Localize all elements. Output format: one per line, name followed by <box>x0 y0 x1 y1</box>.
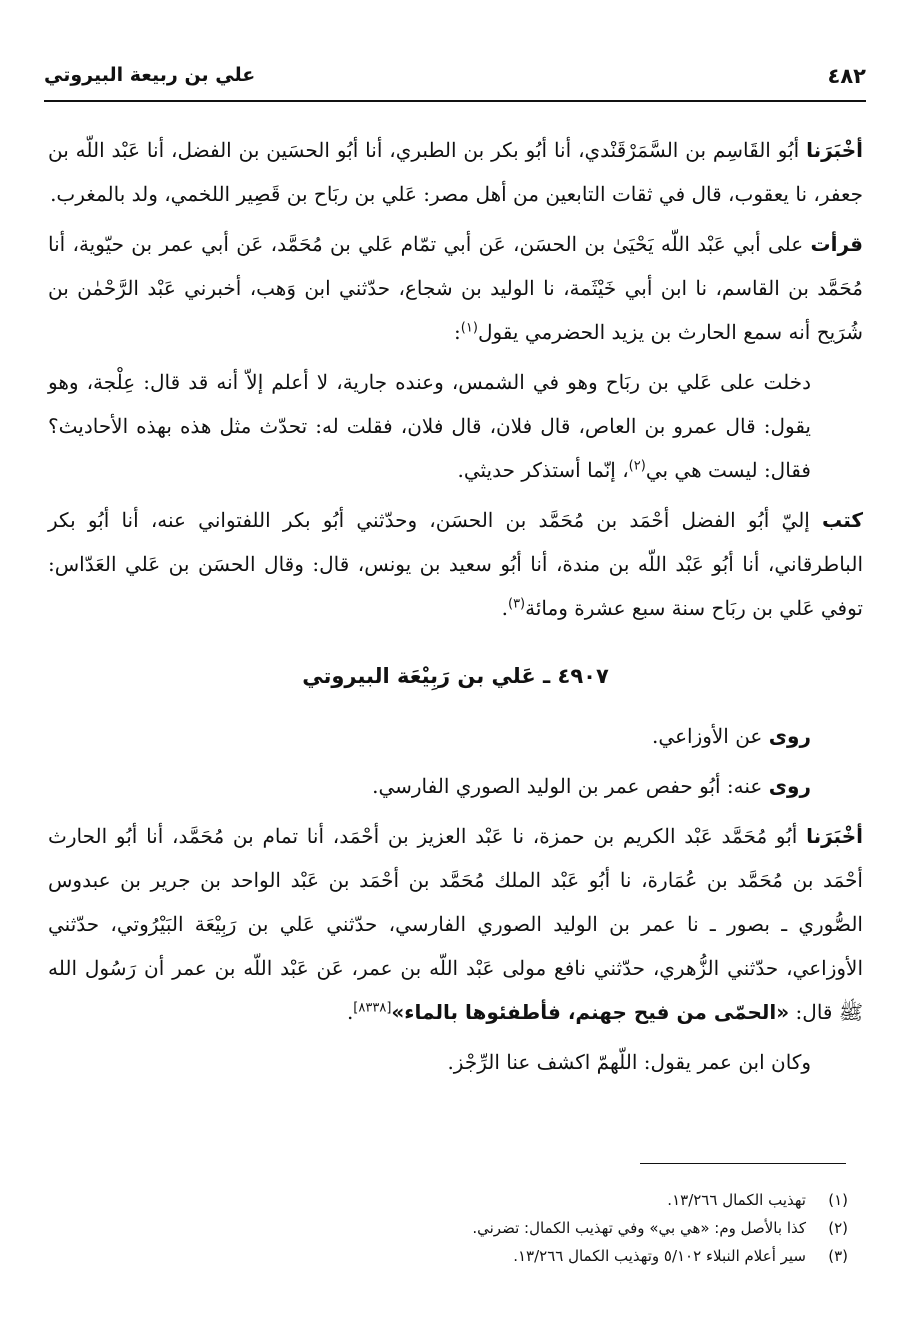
paragraph-3 <box>48 360 863 492</box>
paragraph-tail: . <box>501 596 508 620</box>
hadith-reference: [٨٣٣٨] <box>353 1000 392 1016</box>
paragraph-text: وكان ابن عمر يقول: اللّهمّ اكشف عنا الرِّجْز. <box>447 1050 811 1074</box>
page-number: ٤٨٢ <box>827 64 866 88</box>
paragraph-lead: قرأت <box>810 232 863 256</box>
footnote <box>60 1214 848 1242</box>
header-rule <box>44 100 866 102</box>
paragraph-text: عنه: أبُو حفص عمر بن الوليد الصوري الفارسي. <box>372 774 769 798</box>
footnote-number: (٢) <box>828 1219 848 1237</box>
hadith-text: «الحمّى من فيح جهنم، فأطفئوها بالماء» <box>391 1000 790 1024</box>
rawa-an <box>48 714 863 758</box>
footnote <box>60 1242 848 1270</box>
main-text <box>48 128 863 1090</box>
page-header <box>44 62 866 96</box>
paragraph-4 <box>48 498 863 630</box>
paragraph-tail: : <box>454 320 461 344</box>
paragraph-1 <box>48 128 863 216</box>
paragraph-text: أبُو القَاسِم بن السَّمَرْقَنْدي، أنا أبُو بكر بن الطبري، أنا أبُو الحسَين بن الفضل، أنا عَبْد اللّه بن جعفر، نا يعقوب، قال في ثقات التابعين من أهل مصر: عَلي بن ربَاح بن قَصِير اللخمي، ولد بالمغرب. <box>48 138 863 206</box>
paragraph-text: أبُو مُحَمَّد عَبْد الكريم بن حمزة، نا عَبْد العزيز بن أحْمَد، أنا تمام بن مُحَمَّد، أنا أبُو الحارث أحْمَد بن مُحَمَّد بن عُمَارة، نا أبُو عَبْد الملك مُحَمَّد بن أحْمَد بن عَبْد الواحد بن جرير بن عبدوس الصُّوري ـ بصور ـ نا عمر بن الوليد الصوري الفارسي، حدّثني عَلي بن رَبِيْعَة البَيْرُوتي، حدّثني الأوزاعي، حدّثني الزُّهري، حدّثني نافع مولى عَبْد اللّه بن عمر، عَن عَبْد اللّه بن عمر أن رَسُول الله ﷺ قال: <box>48 824 864 1024</box>
paragraph-lead: أخْبَرَنا <box>806 138 863 162</box>
isnad-paragraph <box>48 814 863 1034</box>
footnote-text: سير أعلام النبلاء ٥/١٠٢ وتهذيب الكمال ١٣/٢٦٦. <box>513 1247 806 1265</box>
footnote-number: (٣) <box>828 1247 848 1265</box>
footnote-text: تهذيب الكمال ١٣/٢٦٦. <box>667 1191 806 1209</box>
paragraph-text: إليّ أبُو الفضل أحْمَد بن مُحَمَّد بن الحسَن، وحدّثني أبُو بكر اللفتواني عنه، أنا أبُو بكر الباطرقاني، أنا أبُو عَبْد اللّه بن مندة، أنا أبُو سعيد بن يونس، قال: وقال الحسَن بن عَلي العَدّاس: توفي عَلي بن ربَاح سنة سبع عشرة ومائة <box>48 508 863 620</box>
footnote <box>60 1186 848 1214</box>
footnote-number: (١) <box>828 1191 848 1209</box>
paragraph-lead: روى <box>768 724 811 748</box>
rawa-anhu <box>48 764 863 808</box>
footnote-rule <box>640 1163 846 1164</box>
footnote-ref: (١) <box>460 320 478 336</box>
paragraph-lead: أخْبَرَنا <box>806 824 863 848</box>
paragraph-2 <box>48 222 863 354</box>
entry-title: ٤٩٠٧ ـ عَلي بن رَبِيْعَة البيروتي <box>302 664 609 688</box>
paragraph-text: عن الأوزاعي. <box>652 724 769 748</box>
paragraph-tail: . <box>346 1000 354 1024</box>
paragraph-tail: ، إنّما أستذكر حديثي. <box>457 458 629 482</box>
footnotes <box>60 1186 848 1270</box>
running-title: علي بن ربيعة البيروتي <box>44 64 256 86</box>
footnote-ref: (٣) <box>507 596 526 612</box>
paragraph-text: دخلت على عَلي بن ربَاح وهو في الشمس، وعنده جارية، لا أعلم إلاّ أنه قد قال: عِلْجة، وهو يقول: قال عمرو بن العاص، قال فلان، قال فلان، فقلت له: تحدّث مثل هذه بهذه الأحاديث؟ فقال: ليست هي بي <box>48 370 811 482</box>
paragraph-text: على أبي عَبْد اللّه يَحْيَىٰ بن الحسَن، عَن أبي تمّام عَلي بن مُحَمَّد، عَن أبي عمر بن حيّوية، أنا مُحَمَّد بن القاسم، نا ابن أبي خَيْثَمة، نا الوليد بن شجاع، حدّثني ابن وَهب، أخبرني عَبْد الرَّحْمٰن بن شُرَيح أنه سمع الحارث بن يزيد الحضرمي يقول <box>48 232 863 344</box>
footnote-ref: (٢) <box>628 458 646 474</box>
paragraph-lead: روى <box>768 774 811 798</box>
paragraph-lead: كتب <box>822 508 863 532</box>
closing-paragraph <box>48 1040 863 1084</box>
footnote-text: كذا بالأصل وم: «هي بي» وفي تهذيب الكمال: تضرني. <box>472 1219 806 1237</box>
